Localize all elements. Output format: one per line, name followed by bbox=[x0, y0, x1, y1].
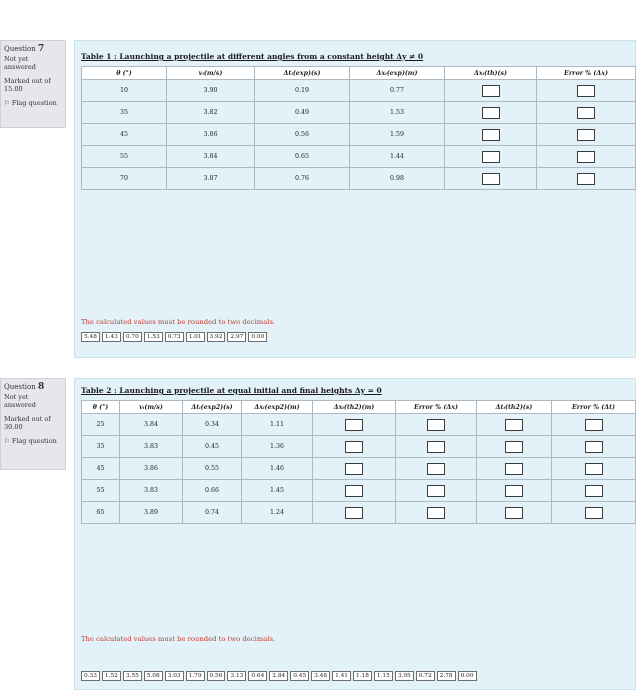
answer-cell bbox=[313, 414, 396, 436]
answer-choice-chip[interactable]: 1.18 bbox=[353, 671, 372, 681]
answer-cell bbox=[396, 436, 477, 458]
table-cell: 35 bbox=[82, 102, 167, 124]
table-cell: 1.24 bbox=[242, 502, 313, 524]
answer-choice-chip[interactable]: 0.00 bbox=[458, 671, 477, 681]
answer-choice-chip[interactable]: 0.72 bbox=[416, 671, 435, 681]
table-cell: 1.59 bbox=[350, 124, 445, 146]
answer-choices bbox=[81, 332, 269, 342]
table-cell: 3.84 bbox=[120, 414, 183, 436]
answer-cell bbox=[313, 502, 396, 524]
answer-choice-chip[interactable]: 0.70 bbox=[123, 332, 142, 342]
answer-cell bbox=[477, 480, 552, 502]
answer-cell bbox=[313, 480, 396, 502]
answer-cell bbox=[537, 146, 636, 168]
table-cell: 0.66 bbox=[183, 480, 242, 502]
answer-drop-box[interactable] bbox=[345, 463, 363, 475]
answer-drop-box[interactable] bbox=[585, 463, 603, 475]
column-header: Δxᵢ(th)(s) bbox=[445, 67, 537, 80]
answer-cell bbox=[537, 80, 636, 102]
answer-cell bbox=[552, 436, 636, 458]
table-cell: 0.76 bbox=[255, 168, 350, 190]
table-cell: 3.90 bbox=[167, 80, 255, 102]
column-header: θ (°) bbox=[82, 67, 167, 80]
answer-drop-box[interactable] bbox=[427, 419, 445, 431]
answer-drop-box[interactable] bbox=[505, 463, 523, 475]
flag-label: Flag question bbox=[11, 99, 57, 107]
table-cell: 0.74 bbox=[183, 502, 242, 524]
table-cell: 25 bbox=[82, 414, 120, 436]
table-cell: 3.89 bbox=[120, 502, 183, 524]
question-marks: Marked out of 30.00 bbox=[4, 415, 51, 431]
answer-choice-chip[interactable]: 2.84 bbox=[269, 671, 288, 681]
question-8-info bbox=[0, 378, 66, 470]
table-cell: 3.86 bbox=[120, 458, 183, 480]
column-header: vᵢ(m/s) bbox=[167, 67, 255, 80]
answer-choice-chip[interactable]: 5.08 bbox=[144, 671, 163, 681]
table-cell: 0.77 bbox=[350, 80, 445, 102]
answer-cell bbox=[477, 458, 552, 480]
answer-drop-box[interactable] bbox=[427, 507, 445, 519]
answer-cell bbox=[552, 414, 636, 436]
answer-choice-chip[interactable]: 3.48 bbox=[311, 671, 330, 681]
answer-cell bbox=[445, 102, 537, 124]
flag-label: Flag question bbox=[11, 437, 57, 445]
answer-drop-box[interactable] bbox=[345, 485, 363, 497]
column-header: Δtᵢ(exp)(s) bbox=[255, 67, 350, 80]
flag-question-link[interactable] bbox=[4, 99, 62, 107]
question-status: Not yet answered bbox=[4, 55, 36, 71]
answer-drop-box[interactable] bbox=[577, 173, 595, 185]
answer-choices bbox=[81, 671, 479, 681]
table-cell: 0.56 bbox=[255, 124, 350, 146]
answer-drop-box[interactable] bbox=[505, 441, 523, 453]
column-header: Error % (Δt) bbox=[552, 401, 636, 414]
answer-choice-chip[interactable]: 0.64 bbox=[248, 671, 267, 681]
answer-choice-chip[interactable]: 2.78 bbox=[437, 671, 456, 681]
answer-drop-box[interactable] bbox=[577, 107, 595, 119]
answer-drop-box[interactable] bbox=[585, 507, 603, 519]
answer-drop-box[interactable] bbox=[345, 441, 363, 453]
answer-cell bbox=[552, 502, 636, 524]
answer-cell bbox=[445, 168, 537, 190]
answer-choice-chip[interactable]: 0.56 bbox=[207, 671, 226, 681]
table-row bbox=[82, 480, 636, 502]
answer-choice-chip[interactable]: 1.15 bbox=[374, 671, 393, 681]
column-header: Δxᵢ(exp2)(m) bbox=[242, 401, 313, 414]
answer-choice-chip[interactable]: 0.45 bbox=[290, 671, 309, 681]
table-row bbox=[82, 414, 636, 436]
table-cell: 65 bbox=[82, 502, 120, 524]
flag-question-link[interactable] bbox=[4, 437, 62, 445]
table-1-title: Table 1 : Launching a projectile at different angles from a constant height Δy ≠ 0 bbox=[81, 52, 424, 61]
answer-drop-box[interactable] bbox=[427, 441, 445, 453]
table-cell: 3.82 bbox=[167, 102, 255, 124]
table-cell: 1.11 bbox=[242, 414, 313, 436]
question-7-panel bbox=[74, 40, 636, 358]
column-header: Δxᵢ(exp)(m) bbox=[350, 67, 445, 80]
question-number: 7 bbox=[38, 44, 45, 54]
question-marks: Marked out of 15.00 bbox=[4, 77, 51, 93]
answer-choice-chip[interactable]: 3.55 bbox=[123, 671, 142, 681]
answer-cell bbox=[552, 458, 636, 480]
table-row bbox=[82, 102, 636, 124]
answer-drop-box[interactable] bbox=[585, 419, 603, 431]
answer-choice-chip[interactable]: 3.03 bbox=[165, 671, 184, 681]
table-cell: 3.84 bbox=[167, 146, 255, 168]
table-cell: 0.19 bbox=[255, 80, 350, 102]
table-cell: 3.86 bbox=[167, 124, 255, 146]
answer-choice-chip[interactable]: 0.33 bbox=[81, 671, 100, 681]
rounding-note: The calculated values must be rounded to two decimals. bbox=[81, 318, 276, 326]
table-cell: 10 bbox=[82, 80, 167, 102]
table-cell: 3.87 bbox=[167, 168, 255, 190]
answer-choice-chip[interactable]: 5.48 bbox=[81, 332, 100, 342]
answer-cell bbox=[396, 458, 477, 480]
answer-choice-chip[interactable]: 1.01 bbox=[186, 332, 205, 342]
answer-drop-box[interactable] bbox=[345, 419, 363, 431]
table-cell: 0.65 bbox=[255, 146, 350, 168]
table-2 bbox=[81, 400, 636, 524]
column-header: vᵢ(m/s) bbox=[120, 401, 183, 414]
question-label: Question bbox=[4, 383, 36, 391]
table-cell: 3.83 bbox=[120, 436, 183, 458]
answer-drop-box[interactable] bbox=[505, 485, 523, 497]
table-cell: 0.45 bbox=[183, 436, 242, 458]
flag-icon: ⚐ bbox=[4, 437, 10, 445]
table-cell: 70 bbox=[82, 168, 167, 190]
answer-cell bbox=[477, 502, 552, 524]
answer-cell bbox=[445, 80, 537, 102]
table-cell: 0.49 bbox=[255, 102, 350, 124]
table-row bbox=[82, 146, 636, 168]
column-header: Δxᵢ(th2)(m) bbox=[313, 401, 396, 414]
question-8-panel bbox=[74, 378, 636, 690]
answer-drop-box[interactable] bbox=[577, 151, 595, 163]
answer-cell bbox=[537, 102, 636, 124]
table-row bbox=[82, 80, 636, 102]
answer-cell bbox=[445, 124, 537, 146]
table-cell: 45 bbox=[82, 458, 120, 480]
table-cell: 0.55 bbox=[183, 458, 242, 480]
answer-drop-box[interactable] bbox=[345, 507, 363, 519]
column-header: θ (°) bbox=[82, 401, 120, 414]
answer-drop-box[interactable] bbox=[427, 485, 445, 497]
table-header-row bbox=[82, 401, 636, 414]
answer-drop-box[interactable] bbox=[482, 107, 500, 119]
answer-drop-box[interactable] bbox=[482, 173, 500, 185]
answer-choice-chip[interactable]: 0.00 bbox=[248, 332, 267, 342]
table-cell: 45 bbox=[82, 124, 167, 146]
answer-drop-box[interactable] bbox=[427, 463, 445, 475]
answer-choice-chip[interactable]: 1.79 bbox=[186, 671, 205, 681]
column-header: Error % (Δx) bbox=[537, 67, 636, 80]
answer-cell bbox=[396, 414, 477, 436]
answer-drop-box[interactable] bbox=[505, 507, 523, 519]
table-cell: 1.53 bbox=[350, 102, 445, 124]
answer-choice-chip[interactable]: 2.97 bbox=[227, 332, 246, 342]
answer-cell bbox=[313, 458, 396, 480]
table-cell: 1.44 bbox=[350, 146, 445, 168]
table-header-row bbox=[82, 67, 636, 80]
answer-drop-box[interactable] bbox=[577, 129, 595, 141]
table-row bbox=[82, 124, 636, 146]
table-cell: 55 bbox=[82, 146, 167, 168]
table-cell: 1.45 bbox=[242, 480, 313, 502]
table-cell: 0.34 bbox=[183, 414, 242, 436]
answer-choice-chip[interactable]: 3.92 bbox=[207, 332, 226, 342]
answer-cell bbox=[477, 436, 552, 458]
answer-drop-box[interactable] bbox=[482, 151, 500, 163]
answer-choice-chip[interactable]: 3.13 bbox=[227, 671, 246, 681]
answer-drop-box[interactable] bbox=[585, 485, 603, 497]
column-header: Error % (Δx) bbox=[396, 401, 477, 414]
column-header: Δtᵢ(exp2)(s) bbox=[183, 401, 242, 414]
question-number: 8 bbox=[38, 382, 45, 392]
table-row bbox=[82, 168, 636, 190]
answer-choice-chip[interactable]: 3.95 bbox=[395, 671, 414, 681]
table-cell: 3.83 bbox=[120, 480, 183, 502]
table-row bbox=[82, 436, 636, 458]
answer-choice-chip[interactable]: 1.53 bbox=[144, 332, 163, 342]
table-cell: 1.36 bbox=[242, 436, 313, 458]
answer-choice-chip[interactable]: 1.52 bbox=[102, 671, 121, 681]
question-status: Not yet answered bbox=[4, 393, 36, 409]
answer-drop-box[interactable] bbox=[482, 129, 500, 141]
table-row bbox=[82, 458, 636, 480]
answer-cell bbox=[313, 436, 396, 458]
answer-choice-chip[interactable]: 1.43 bbox=[102, 332, 121, 342]
table-row bbox=[82, 502, 636, 524]
answer-choice-chip[interactable]: 0.73 bbox=[165, 332, 184, 342]
column-header: Δtᵢ(th2)(s) bbox=[477, 401, 552, 414]
answer-drop-box[interactable] bbox=[585, 441, 603, 453]
table-1 bbox=[81, 66, 636, 190]
table-cell: 0.98 bbox=[350, 168, 445, 190]
answer-cell bbox=[445, 146, 537, 168]
question-7-info bbox=[0, 40, 66, 128]
question-label: Question bbox=[4, 45, 36, 53]
flag-icon: ⚐ bbox=[4, 99, 10, 107]
answer-cell bbox=[537, 168, 636, 190]
answer-cell bbox=[477, 414, 552, 436]
answer-cell bbox=[552, 480, 636, 502]
rounding-note: The calculated values must be rounded to two decimals. bbox=[81, 635, 276, 643]
answer-drop-box[interactable] bbox=[505, 419, 523, 431]
answer-cell bbox=[396, 502, 477, 524]
table-cell: 55 bbox=[82, 480, 120, 502]
answer-drop-box[interactable] bbox=[577, 85, 595, 97]
answer-cell bbox=[537, 124, 636, 146]
table-cell: 1.46 bbox=[242, 458, 313, 480]
table-cell: 35 bbox=[82, 436, 120, 458]
table-2-title: Table 2 : Launching a projectile at equal initial and final heights Δy = 0 bbox=[81, 386, 382, 395]
answer-cell bbox=[396, 480, 477, 502]
answer-choice-chip[interactable]: 1.41 bbox=[332, 671, 351, 681]
answer-drop-box[interactable] bbox=[482, 85, 500, 97]
